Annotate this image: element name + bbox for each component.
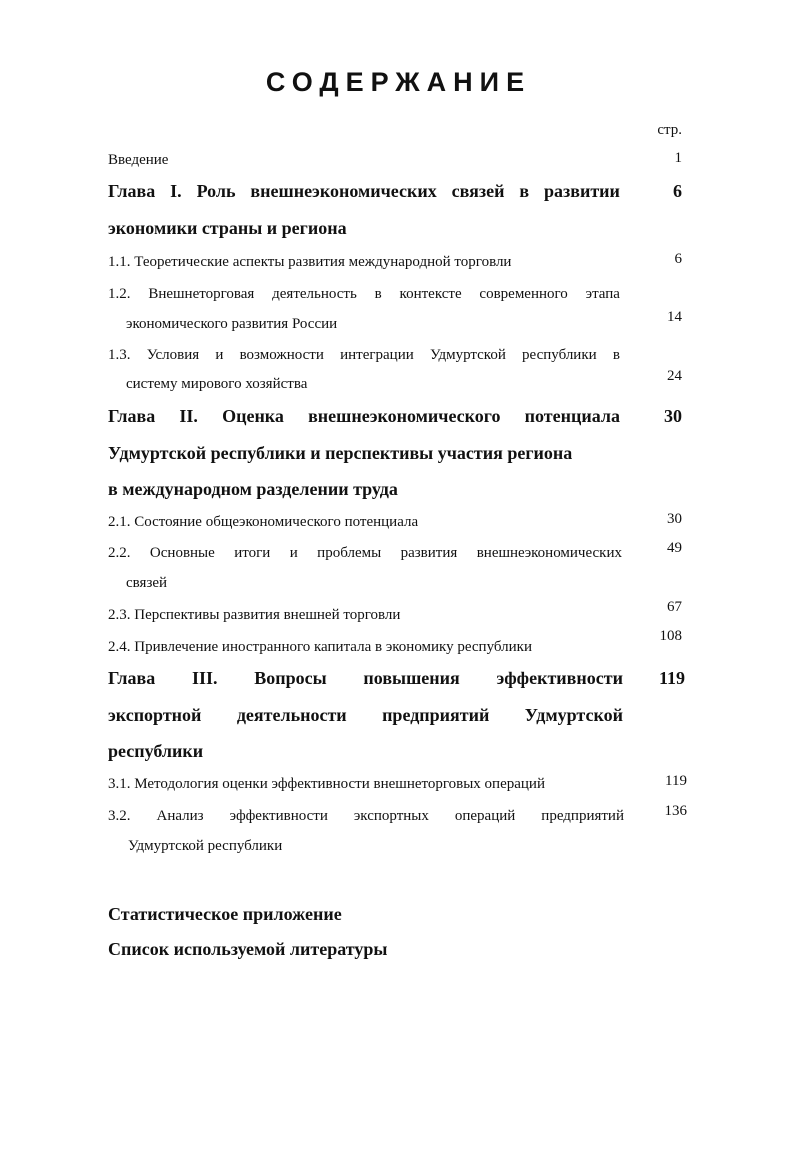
chapter-2-page: 30 [664,406,682,426]
toc-section-2-3: 2.3. Перспективы развития внешней торговли [108,607,401,623]
toc-section-1-2-line2: экономического развития России [126,316,338,332]
toc-section-1-3-line1: 1.3. Условия и возможности интеграции Удмуртской республики в [108,347,620,363]
chapter-2-title-line1: Глава II. Оценка внешнеэкономического потенциала [108,406,620,426]
toc-intro: Введение [108,152,169,168]
chapter-3-title-line3: республики [108,741,204,761]
page-column-header: стр. [657,122,682,138]
toc-bibliography: Список используемой литературы [108,939,388,959]
chapter-1-title-line2: экономики страны и региона [108,218,347,238]
toc-section-1-1-page: 6 [674,251,682,267]
toc-section-2-1: 2.1. Состояние общеэкономического потенциала [108,514,419,530]
toc-section-1-2-page: 14 [667,309,682,325]
toc-section-3-2-line1: 3.2. Анализ эффективности экспортных операций предприятий [108,808,624,824]
chapter-1-title-line1: Глава I. Роль внешнеэкономических связей в развитии [108,181,620,201]
toc-section-3-2-page: 136 [664,803,687,819]
toc-appendix: Статистическое приложение [108,904,342,924]
toc-section-2-3-page: 67 [667,599,682,615]
toc-section-2-2-line1: 2.2. Основные итоги и проблемы развития внешнеэкономических [108,545,622,561]
chapter-1-page: 6 [673,181,682,201]
toc-section-1-3-page: 24 [667,368,682,384]
toc-section-3-1-page: 119 [665,773,687,789]
chapter-2-title-line2: Удмуртской республики и перспективы участия региона [108,443,573,463]
toc-section-1-2-line1: 1.2. Внешнеторговая деятельность в контексте современного этапа [108,286,620,302]
toc-section-1-3-line2: систему мирового хозяйства [126,376,308,392]
toc-section-3-1: 3.1. Методология оценки эффективности внешнеторговых операций [108,776,545,792]
page-title: СОДЕРЖАНИЕ [265,67,532,97]
toc-section-2-4-page: 108 [659,628,682,644]
toc-section-2-2-line2: связей [126,575,168,591]
chapter-3-page: 119 [658,668,685,688]
toc-section-1-1: 1.1. Теоретические аспекты развития международной торговли [108,254,512,270]
toc-intro-page: 1 [674,150,682,166]
chapter-2-title-line3: в международном разделении труда [108,479,398,499]
toc-section-2-1-page: 30 [667,511,682,527]
toc-section-2-2-page: 49 [667,540,682,556]
toc-section-2-4: 2.4. Привлечение иностранного капитала в экономику республики [108,639,532,655]
chapter-3-title-line1: Глава III. Вопросы повышения эффективности [108,668,623,688]
chapter-3-title-line2: экспортной деятельности предприятий Удмуртской [108,705,623,725]
toc-section-3-2-line2: Удмуртской республики [128,838,283,854]
